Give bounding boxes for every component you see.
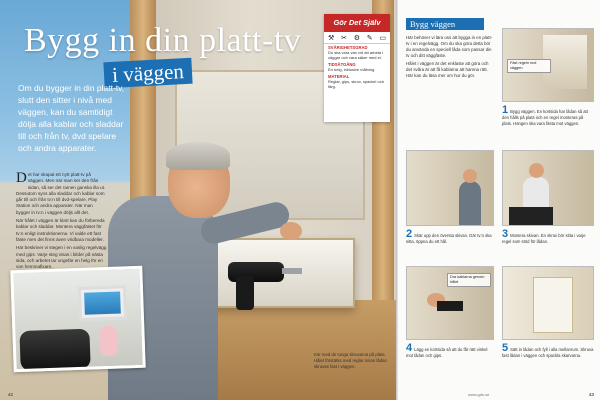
section-heading-bar <box>406 18 484 30</box>
step-photo-3 <box>502 150 594 226</box>
step-photo-2 <box>406 150 494 226</box>
level-icon: ▭ <box>379 34 386 42</box>
page-footer: Gör Det Själv · 2/10 <box>150 392 186 397</box>
page-footer: www.gds.se <box>468 392 490 397</box>
step-photo-5 <box>502 266 594 340</box>
step-caption-1: 1 Bygg väggen. En kortsida har lådan så att den hålls på plats och en regel monteras på plats. Hängen ska vara fästa mot väggen. <box>502 104 588 126</box>
body-paragraph: Här beskriver vi stegen i en vanlig regelvägg med gips. Varje steg visas i bilder på nästa sida, och arbetet tar ungefär en helg för en van hemmafixare. <box>16 245 107 270</box>
man-hair <box>166 142 230 170</box>
info-text: En helg, inklusive målning. <box>328 67 376 72</box>
info-section <box>324 73 390 90</box>
info-box-badge: Gör Det Själv <box>324 14 390 32</box>
intro-paragraph: Här behöver vi lära oss att bygga in en platt-tv i en regelvägg. Om du ska göra detta bör du använda en speciell låda som passar din tv och ditt väggfäste. <box>406 35 493 58</box>
screwdriver-icon: ✎ <box>366 34 373 42</box>
page-title: Bygg in din platt-tv <box>24 22 302 59</box>
step-caption-3: 3 Montera skivan. En skruv bör sitta i varje regel som stöd för lådan. <box>502 228 586 244</box>
step-number: 2 <box>406 228 413 240</box>
step-number: 5 <box>502 342 509 354</box>
photo-caption: Kör med de tunga skruvarna på plats. Hålet förstärks med reglar innan lådan skruvas fast i väggen. <box>314 352 387 369</box>
step-photo-4 <box>406 266 494 340</box>
inset-photo-living-room <box>10 266 145 373</box>
sofa <box>19 329 90 371</box>
drill-grip <box>236 276 254 310</box>
step-caption-2: 2 Skär upp den översta skivan. Där tv:n ska sitta, öppna du ett hål. <box>406 228 492 244</box>
drop-cap: D <box>16 170 27 186</box>
step-caption-5: 5 Sätt in lådan och fyll i alla mellanrum. Skruva fast lådan i väggen och spackla skarvarna. <box>502 342 594 358</box>
info-section <box>324 44 390 61</box>
drill-bit <box>282 268 302 274</box>
tv-icon <box>78 285 127 321</box>
section-heading: Bygg väggen <box>410 19 456 29</box>
step-number: 3 <box>502 228 509 240</box>
info-section <box>324 61 390 73</box>
right-page <box>398 0 600 400</box>
info-box <box>324 14 390 122</box>
page-number: 42 <box>8 392 14 397</box>
tool-icons <box>324 32 390 44</box>
info-text: Du ska vara van vid att arbeta i väggar och vara säker med el. <box>328 50 384 60</box>
body-paragraph: Det har skapat ett nytt platt-tv på väggen. Men när man ser den från sidan, så ser det ramen ganska illa ut. Dessutom syns alla sladdar och kablar som går till och från tv:n till dvd-spelare, Play Station och andra apparater. När man bygger in tv:n i väggen döljs allt det. <box>16 170 106 215</box>
intro-paragraph: Hålet i väggen är det enklaste att göra och det svåra är att få kablarna att hamna rätt. Här kan du läsa mer om hur du gör. <box>406 61 489 78</box>
step-caption-4: 4 Lägg en kortsida så att du får rätt vinkel mot lådan och gips. <box>406 342 488 358</box>
body-paragraph: När hålet i väggen är klart kan du förbereda kablar och sladdar. Montera väggfästet för tv:n enligt instruktionerna. Vi valde ett fast fäste men det finns även vridbara modeller. <box>16 218 105 242</box>
saw-icon: ✂ <box>341 34 347 42</box>
page-subtitle: i väggen <box>111 59 185 87</box>
step-number: 1 <box>502 104 509 116</box>
step-photo-1 <box>502 28 594 102</box>
info-label: SVÅRIGHETSGRAD <box>328 45 368 50</box>
intro-text <box>406 35 494 81</box>
info-label: TIDSÅTGÅNG <box>328 62 356 67</box>
lead-paragraph: Om du bygger in din platt-tv, slutt den sitter i nivå med väggen, kan du samtidigt dölja alla kablar och sladdar till och från tv, dvd spelare och andra apparater. <box>18 83 125 153</box>
man-hand <box>280 222 302 240</box>
page-number: 43 <box>588 392 594 397</box>
child-figure <box>99 326 118 357</box>
photo-tag: Dra kablarna genom hålet <box>447 273 491 287</box>
info-text: Reglar, gips, skruv, spackel och färg. <box>328 79 384 89</box>
hammer-icon: ⚒ <box>328 34 335 42</box>
info-label: MATERIAL <box>328 74 350 79</box>
drill-icon: ⚙ <box>353 34 360 42</box>
photo-tag: Fäst regeln mot väggen <box>507 59 551 73</box>
body-text <box>16 172 108 272</box>
step-number: 4 <box>406 342 413 354</box>
